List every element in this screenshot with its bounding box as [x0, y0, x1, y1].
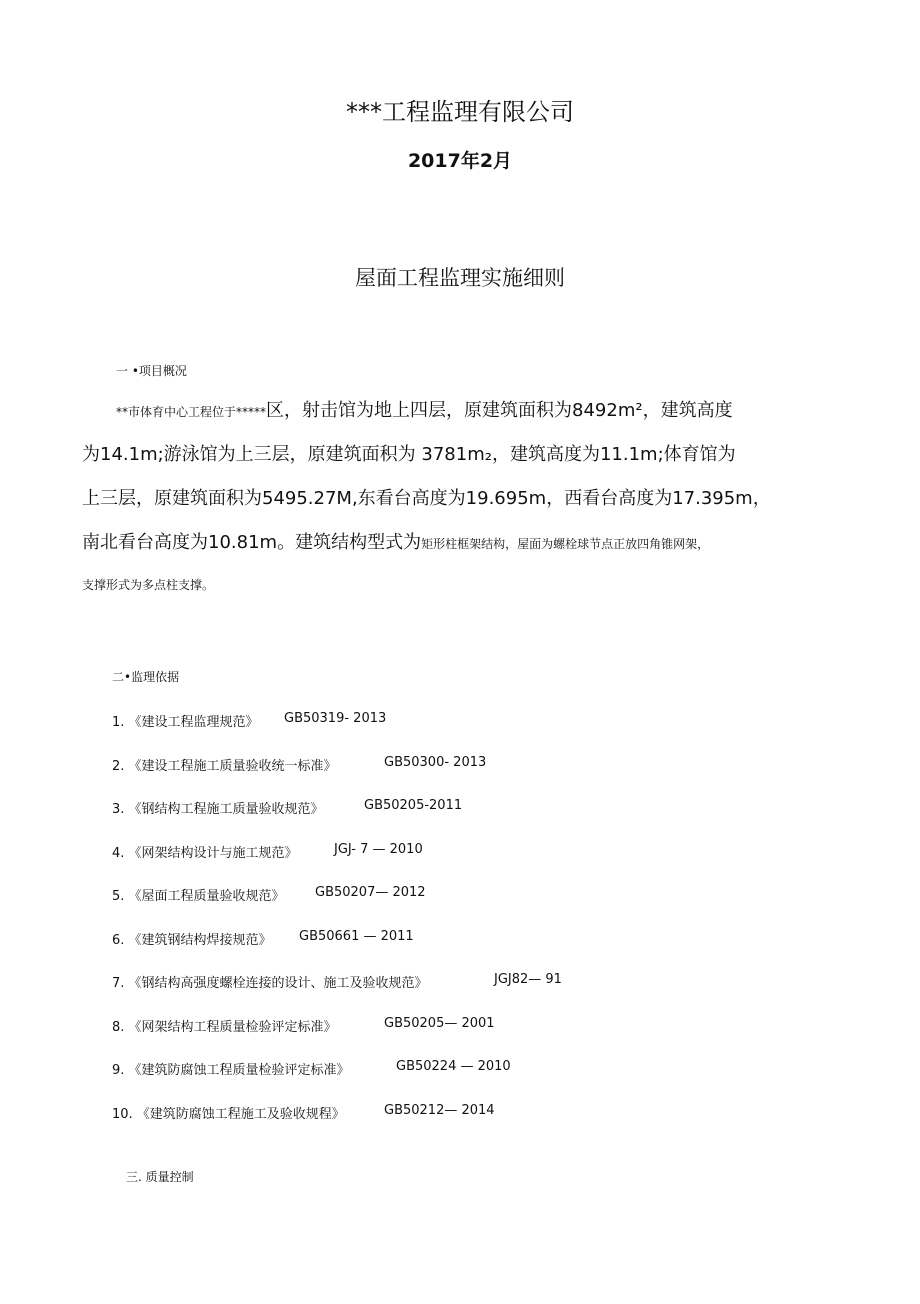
- reference-code: GB50224 — 2010: [396, 1059, 511, 1074]
- overview-line-2: 为14.1m;游泳馆为上三层，原建筑面积为 3781m₂，建筑高度为11.1m;体育馆为: [82, 444, 736, 465]
- reference-name: 4. 《网架结构设计与施工规范》: [112, 846, 298, 861]
- reference-item: [112, 1059, 511, 1078]
- reference-code: GB50661 — 2011: [299, 929, 414, 944]
- reference-item: [112, 798, 463, 817]
- reference-item: [112, 885, 426, 904]
- reference-name: 6. 《建筑钢结构焊接规范》: [112, 933, 272, 948]
- reference-name: 2. 《建设工程施工质量验收统一标准》: [112, 759, 337, 774]
- reference-code: GB50205— 2001: [384, 1016, 495, 1031]
- reference-code: GB50300- 2013: [384, 755, 487, 770]
- reference-name: 9. 《建筑防腐蚀工程质量检验评定标准》: [112, 1063, 350, 1078]
- reference-code: JGJ82— 91: [494, 972, 562, 987]
- reference-name: 5. 《屋面工程质量验收规范》: [112, 889, 285, 904]
- overview-line-4-main: 南北看台高度为10.81m。建筑结构型式为: [82, 532, 422, 553]
- reference-item: [112, 711, 387, 730]
- reference-name: 1. 《建设工程监理规范》: [112, 715, 259, 730]
- reference-name: 3. 《钢结构工程施工质量验收规范》: [112, 802, 324, 817]
- reference-item: [112, 929, 414, 948]
- overview-line-4: [82, 528, 709, 554]
- reference-code: GB50207— 2012: [315, 885, 426, 900]
- company-name: ***工程监理有限公司: [346, 98, 574, 126]
- overview-line-1-prefix: **市体育中心工程位于*****: [116, 405, 267, 419]
- section-heading-basis: 二•监理依据: [112, 670, 180, 684]
- overview-line-4-suffix: 矩形柱框架结构，屋面为螺栓球节点正放四角锥网架，: [421, 537, 710, 551]
- overview-line-1-main: 区，射击馆为地上四层，原建筑面积为8492m²，建筑高度: [266, 400, 733, 421]
- reference-item: [112, 972, 562, 991]
- reference-name: 10. 《建筑防腐蚀工程施工及验收规程》: [112, 1107, 345, 1122]
- section-heading-overview: 一 •项目概况: [116, 364, 187, 378]
- reference-item: [112, 1016, 495, 1035]
- reference-item: [112, 755, 487, 774]
- reference-name: 7. 《钢结构高强度螺栓连接的设计、施工及验收规范》: [112, 976, 428, 991]
- document-title: 屋面工程监理实施细则: [355, 266, 565, 290]
- overview-line-3: 上三层，原建筑面积为5495.27M,东看台高度为19.695m，西看台高度为17.395m，: [82, 488, 771, 509]
- reference-item: [112, 842, 423, 861]
- reference-name: 8. 《网架结构工程质量检验评定标准》: [112, 1020, 337, 1035]
- reference-item: [112, 1103, 495, 1122]
- document-date: 2017年2月: [407, 150, 513, 172]
- reference-code: GB50212— 2014: [384, 1103, 495, 1118]
- overview-line-5: 支撑形式为多点柱支撑。: [82, 578, 215, 592]
- section-heading-quality: 三. 质量控制: [126, 1170, 194, 1184]
- reference-code: GB50205-2011: [364, 798, 463, 813]
- reference-code: JGJ- 7 — 2010: [334, 842, 423, 857]
- overview-line-1: [116, 396, 733, 422]
- reference-code: GB50319- 2013: [284, 711, 387, 726]
